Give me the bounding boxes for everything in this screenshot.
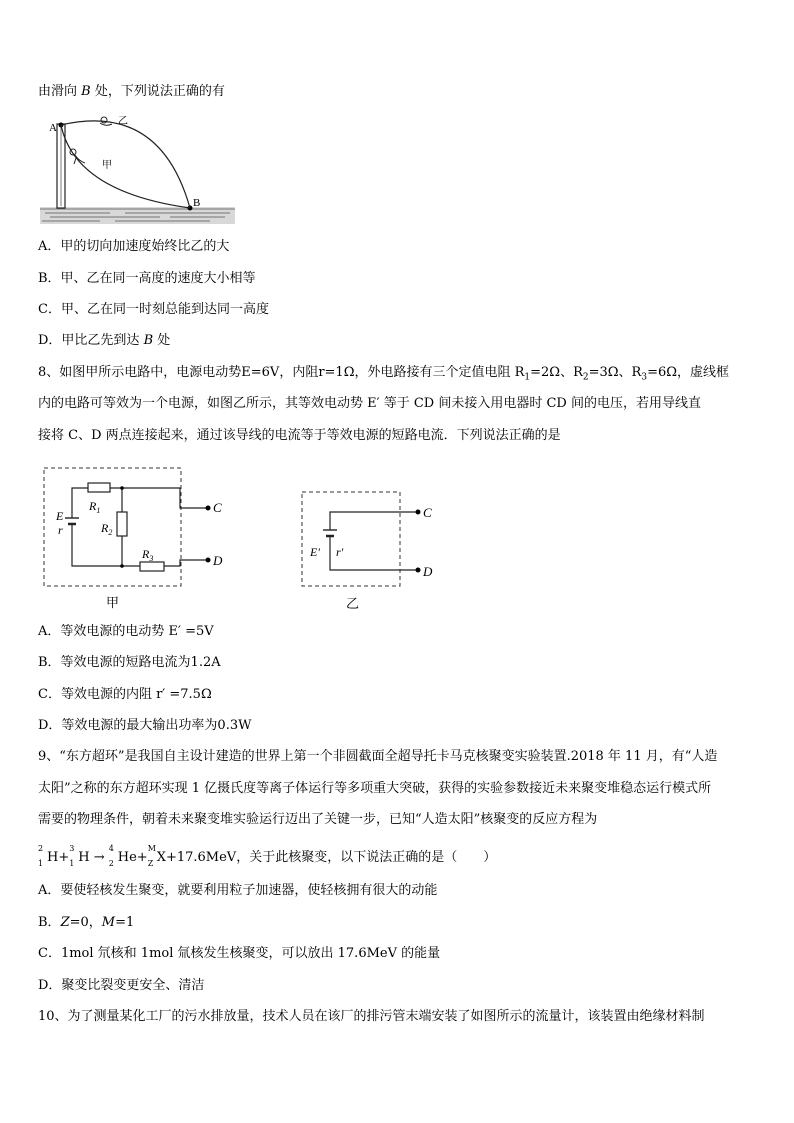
q8-option-c: C．等效电源的内阻 r′ =7.5Ω xyxy=(38,687,212,702)
slide-yi-upper xyxy=(61,121,190,208)
resistor-r3 xyxy=(140,562,164,571)
q7-slide-figure xyxy=(40,112,235,224)
terminal-d xyxy=(416,568,421,573)
svg-text:D: D xyxy=(423,564,433,579)
q7-option-d: D．甲比乙先到达 B 处 xyxy=(38,333,171,348)
slide-jia-lower xyxy=(61,125,190,208)
q9-option-c: C．1mol 氘核和 1mol 氚核发生核聚变，可以放出 17.6MeV 的能量 xyxy=(38,946,441,961)
q7-option-c: C．甲、乙在同一时刻总能到达同一高度 xyxy=(38,302,269,317)
q8-option-a: A．等效电源的电动势 E′ =5V xyxy=(38,624,214,639)
dashed-box xyxy=(44,468,181,586)
q7-intro: 由滑向 B 处，下列说法正确的有 xyxy=(38,84,225,99)
terminal-c xyxy=(206,506,211,511)
q7-option-a: A．甲的切向加速度始终比乙的大 xyxy=(38,239,230,254)
q8-line-3: 接将 C、D 两点连接起来，通过该导线的电流等于等效电源的短路电流．下列说法正确的是 xyxy=(38,428,561,443)
q9-option-b: B．Z=0，M=1 xyxy=(38,915,135,930)
dashed-box xyxy=(302,492,400,586)
svg-text:r′: r′ xyxy=(336,545,344,559)
svg-text:R1: $R_1$ xyxy=(89,499,101,515)
q7-option-b: B．甲、乙在同一高度的速度大小相等 xyxy=(38,271,256,286)
q9-fusion-equation: 2 1 H+ 3 1 H → 4 2 He+ M Z X+17.6MeV，关于此核聚变，以下说法正确的是（ ） xyxy=(38,844,497,868)
svg-text:C: C xyxy=(213,500,222,515)
q9-option-d: D．聚变比裂变更安全、清洁 xyxy=(38,978,205,993)
terminal-c xyxy=(416,510,421,515)
svg-text:E′: E′ xyxy=(310,545,320,559)
q9-line-2: 太阳”之称的东方超环实现 1 亿摄氏度等离子体运行等多项重大突破，获得的实验参数接近未来聚变堆稳态运行模式所 xyxy=(38,781,712,796)
label-jia: 甲 xyxy=(102,160,112,171)
circuit-yi-figure xyxy=(296,486,456,614)
svg-text:R3: $R_3$ xyxy=(142,547,154,563)
svg-text:C: C xyxy=(423,505,432,520)
ground xyxy=(40,207,235,224)
q8-option-b: B．等效电源的短路电流为1.2A xyxy=(38,655,221,670)
svg-text:E: E xyxy=(56,509,64,523)
q10-line-1: 10、为了测量某化工厂的污水排放量，技术人员在该厂的排污管末端安装了如图所示的流量计，该装置由绝缘材料制 xyxy=(38,1009,705,1024)
caption-jia: 甲 xyxy=(106,595,120,610)
q8-option-d: D．等效电源的最大输出功率为0.3W xyxy=(38,718,252,733)
svg-text:D: D xyxy=(213,553,223,568)
q8-line-2: 内的电路可等效为一个电源，如图乙所示，其等效电动势 E′ 等于 CD 间未接入用电器时 CD 间的电压，若用导线直 xyxy=(38,396,701,411)
label-a: A xyxy=(49,122,57,134)
caption-yi: 乙 xyxy=(346,596,360,611)
q8-line-1: 8、如图甲所示电路中，电源电动势E=6V，内阻r=1Ω，外电路接有三个定值电阻 $R_1=2\Omega$、$R_2=3\Omega$、$R_3=6\Omega$，虚线框 xyxy=(38,365,730,383)
terminal-d xyxy=(206,558,211,563)
resistor-r2 xyxy=(117,512,127,536)
label-yi: 乙 xyxy=(118,116,128,127)
q9-line-1: 9、“东方超环”是我国自主设计建造的世界上第一个非圆截面全超导托卡马克核聚变实验装置.2018 年 11 月，有“人造 xyxy=(38,749,718,764)
q9-option-a: A．要使轻核发生聚变，就要利用粒子加速器，使轻核拥有很大的动能 xyxy=(38,883,438,898)
circuit-jia-figure xyxy=(38,462,238,612)
svg-text:r: r xyxy=(58,523,63,537)
svg-text:R2: $R_2$ xyxy=(101,521,113,537)
resistor-r1 xyxy=(88,483,110,492)
q9-line-3: 需要的物理条件，朝着未来聚变堆实验运行迈出了关键一步，已知“人造太阳”核聚变的反应方程为 xyxy=(38,812,598,827)
label-b: B xyxy=(193,197,201,209)
